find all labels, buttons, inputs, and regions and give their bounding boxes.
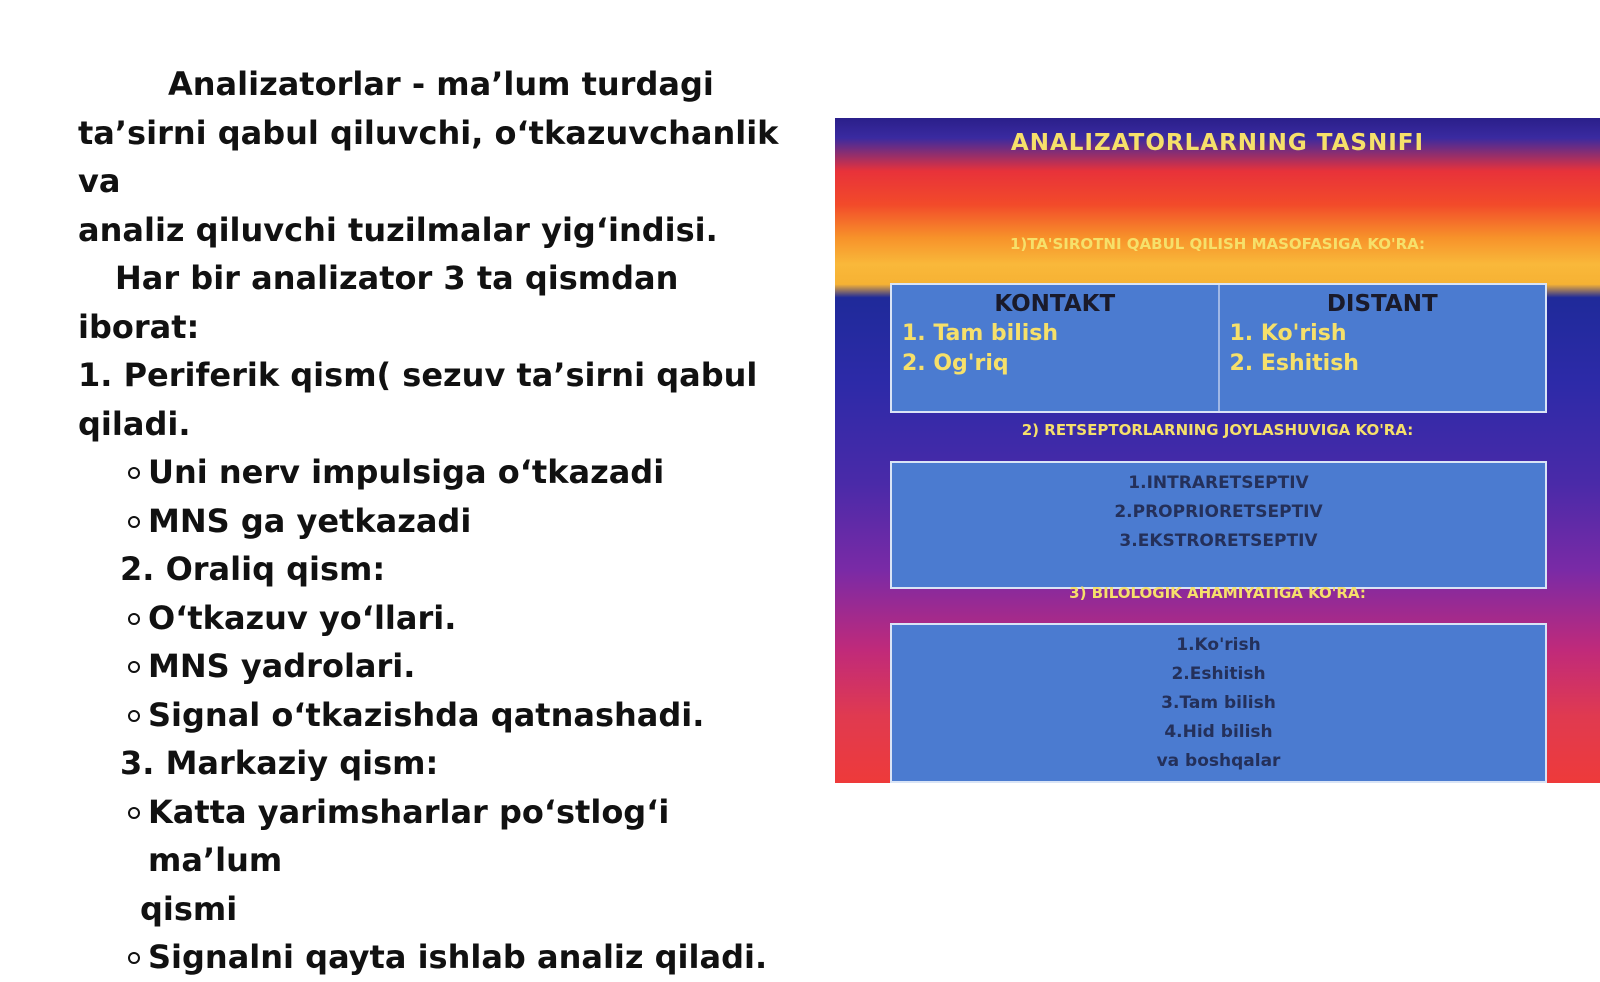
bullet-text: Katta yarimsharlar po‘stlog‘i ma’lum [148, 792, 670, 879]
bullet-text: MNS yadrolari. [148, 647, 416, 685]
distant-item: 2. Eshitish [1229, 351, 1359, 376]
section2-box [890, 461, 1547, 589]
distant-item: 1. Ko'rish [1229, 321, 1347, 346]
part2-bullet [78, 691, 808, 740]
intro-line-1: Analizatorlar - ma’lum turdagi [168, 65, 714, 103]
bullet-circle-icon [128, 710, 140, 722]
part3-bullet [78, 788, 808, 934]
part2-bullet [78, 594, 808, 643]
contact-item: 1. Tam bilish [902, 321, 1059, 346]
section3-item: 1.Ko'rish [1176, 635, 1261, 655]
bullet-text: Uni nerv impulsiga o‘tkazadi [148, 453, 665, 491]
bullet-text: O‘tkazuv yo‘llari. [148, 598, 457, 637]
bullet-circle-icon [128, 516, 140, 528]
section1-box [890, 283, 1547, 413]
part3-title: 3. Markaziy qism: [120, 744, 439, 782]
part3-bullet [78, 933, 808, 982]
bullet-circle-icon [128, 467, 140, 479]
contact-title: KONTAKT [994, 291, 1116, 317]
bullet-text: MNS ga yetkazadi [148, 501, 472, 540]
parts-intro: Har bir analizator 3 ta qismdan iborat: [78, 259, 679, 346]
main-text [78, 60, 808, 982]
section1-heading: 1)TA'SIROTNI QABUL QILISH MASOFASIGA KO'RA: [1009, 235, 1426, 253]
bullet-text: Signal o‘tkazishda qatnashadi. [148, 695, 705, 734]
section3-heading: 3) BILOLOGIK AHAMIYATIGA KO'RA: [1069, 584, 1366, 602]
section3-item: 2.Eshitish [1171, 664, 1266, 684]
part1-line-1: 1. Periferik qism( sezuv ta’sirni qabul [78, 356, 758, 394]
intro-line-3: analiz qiluvchi tuzilmalar yig‘indisi. [78, 210, 718, 249]
section2-item: 1.INTRARETSEPTIV [1128, 473, 1309, 493]
part1-line-2: qiladi. [78, 404, 191, 443]
section2-item: 3.EKSTRORETSEPTIV [1119, 531, 1318, 551]
distant-title: DISTANT [1326, 291, 1438, 317]
section2-heading: 2) RETSEPTORLARNING JOYLASHUVIGA KO'RA: [1021, 421, 1414, 439]
part1-bullet [78, 448, 808, 497]
part1-bullet [78, 497, 808, 546]
bullet-text-continued: qismi [140, 889, 238, 928]
contact-item: 2. Og'riq [902, 351, 1009, 376]
section2-item: 2.PROPRIORETSEPTIV [1114, 502, 1323, 522]
classification-slide-image [835, 118, 1600, 783]
bullet-circle-icon [128, 613, 140, 625]
bullet-circle-icon [128, 952, 140, 964]
section3-item: 3.Tam bilish [1161, 693, 1276, 713]
section3-item: va boshqalar [1156, 751, 1281, 771]
distant-column [1218, 285, 1546, 411]
part2-title: 2. Oraliq qism: [120, 550, 386, 588]
contact-column [892, 285, 1218, 411]
part2-bullet [78, 642, 808, 691]
intro-line-2: ta’sirni qabul qiluvchi, o‘tkazuvchanlik va [78, 113, 779, 200]
bullet-circle-icon [128, 807, 140, 819]
bullet-circle-icon [128, 661, 140, 673]
section3-box [890, 623, 1547, 783]
slide-title: ANALIZATORLARNING TASNIFI [1010, 130, 1425, 156]
bullet-text: Signalni qayta ishlab analiz qiladi. [148, 938, 768, 976]
section3-item: 4.Hid bilish [1164, 722, 1273, 742]
